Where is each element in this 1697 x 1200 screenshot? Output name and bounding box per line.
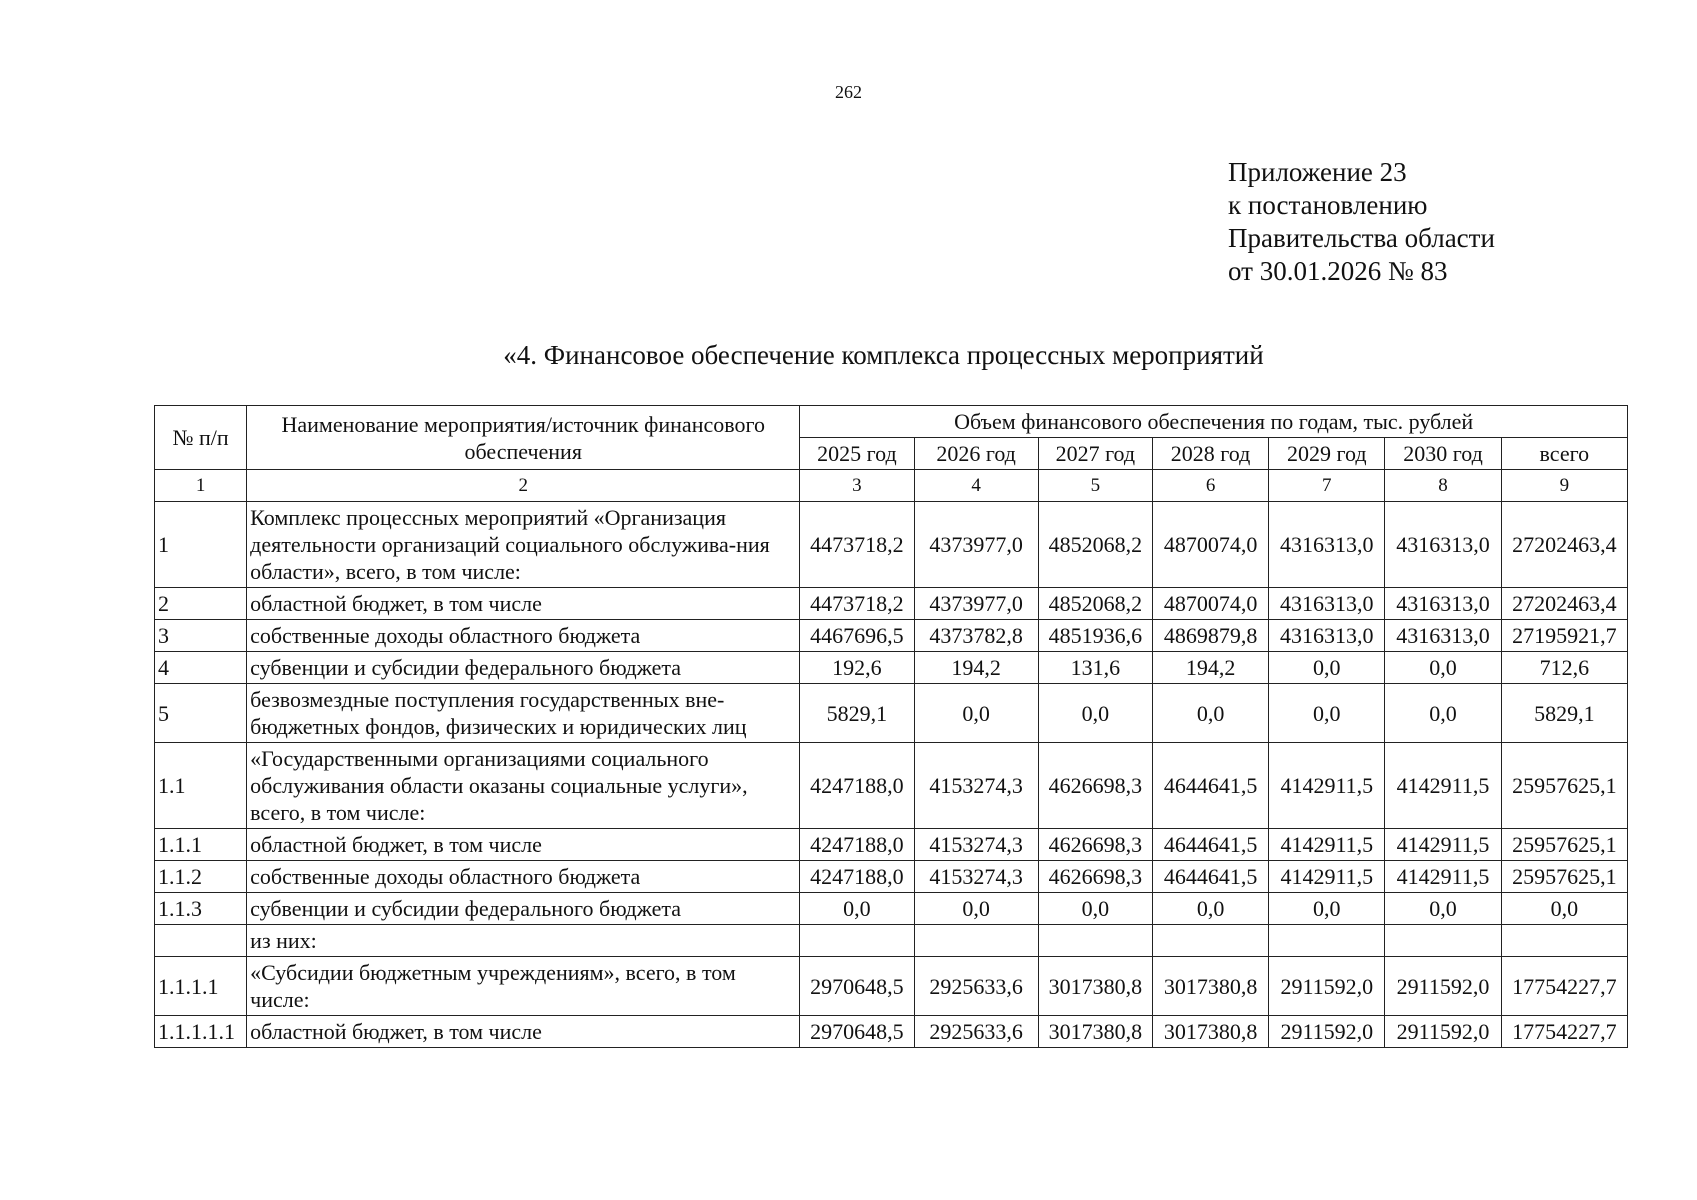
row-total-value: 25957625,1 xyxy=(1501,743,1627,829)
row-year-value: 4644641,5 xyxy=(1152,829,1268,861)
row-number: 5 xyxy=(155,684,247,743)
row-year-value: 0,0 xyxy=(1038,893,1152,925)
row-year-value: 4851936,6 xyxy=(1038,620,1152,652)
row-year-value: 4473718,2 xyxy=(800,588,914,620)
column-index-row xyxy=(155,470,1628,502)
table-row xyxy=(155,1016,1628,1048)
row-year-value: 0,0 xyxy=(1385,652,1501,684)
table-row xyxy=(155,861,1628,893)
row-year-value: 4870074,0 xyxy=(1152,588,1268,620)
row-year-value: 5829,1 xyxy=(800,684,914,743)
header-volume: Объем финансового обеспечения по годам, тыс. рублей xyxy=(800,406,1628,438)
header-year: 2025 год xyxy=(800,438,914,470)
column-index: 3 xyxy=(800,470,914,502)
column-index: 2 xyxy=(247,470,800,502)
row-year-value: 194,2 xyxy=(1152,652,1268,684)
row-year-value: 0,0 xyxy=(1152,684,1268,743)
row-year-value: 4316313,0 xyxy=(1269,620,1385,652)
row-year-value: 2911592,0 xyxy=(1385,1016,1501,1048)
column-index: 4 xyxy=(914,470,1038,502)
row-name: «Государственными организациями социального обслуживания области оказаны социальные услуги», всего, в том числе: xyxy=(247,743,800,829)
row-year-value: 4316313,0 xyxy=(1269,588,1385,620)
row-year-value: 2970648,5 xyxy=(800,1016,914,1048)
row-year-value: 3017380,8 xyxy=(1152,957,1268,1016)
row-total-value: 17754227,7 xyxy=(1501,957,1627,1016)
row-number: 1.1.1.1 xyxy=(155,957,247,1016)
row-year-value: 4142911,5 xyxy=(1385,829,1501,861)
row-name: безвозмездные поступления государственных вне-бюджетных фондов, физических и юридических лиц xyxy=(247,684,800,743)
row-name: Комплекс процессных мероприятий «Организация деятельности организаций социального обслужива-ния области», всего, в том числе: xyxy=(247,502,800,588)
row-name: субвенции и субсидии федерального бюджета xyxy=(247,893,800,925)
table-row xyxy=(155,684,1628,743)
row-year-value: 0,0 xyxy=(1385,684,1501,743)
row-year-value: 4153274,3 xyxy=(914,743,1038,829)
row-year-value xyxy=(1152,925,1268,957)
row-year-value: 4316313,0 xyxy=(1385,620,1501,652)
row-total-value: 5829,1 xyxy=(1501,684,1627,743)
row-name: «Субсидии бюджетным учреждениям», всего, в том числе: xyxy=(247,957,800,1016)
row-year-value: 0,0 xyxy=(1269,684,1385,743)
row-year-value xyxy=(1269,925,1385,957)
column-index: 7 xyxy=(1269,470,1385,502)
row-year-value: 4247188,0 xyxy=(800,829,914,861)
header-year: 2030 год xyxy=(1385,438,1501,470)
column-index: 9 xyxy=(1501,470,1627,502)
header-row-1 xyxy=(155,406,1628,438)
row-year-value xyxy=(914,925,1038,957)
row-year-value: 4247188,0 xyxy=(800,743,914,829)
row-year-value: 4142911,5 xyxy=(1269,743,1385,829)
row-year-value: 4153274,3 xyxy=(914,829,1038,861)
column-index: 1 xyxy=(155,470,247,502)
row-year-value: 2925633,6 xyxy=(914,957,1038,1016)
column-index: 5 xyxy=(1038,470,1152,502)
row-year-value: 4142911,5 xyxy=(1269,829,1385,861)
row-year-value: 4153274,3 xyxy=(914,861,1038,893)
row-number: 1.1.3 xyxy=(155,893,247,925)
table-row xyxy=(155,957,1628,1016)
row-year-value: 4473718,2 xyxy=(800,502,914,588)
row-number: 1.1.1.1.1 xyxy=(155,1016,247,1048)
row-year-value: 4852068,2 xyxy=(1038,588,1152,620)
appendix-line-4: от 30.01.2026 № 83 xyxy=(1228,256,1448,286)
column-index: 6 xyxy=(1152,470,1268,502)
row-year-value: 4247188,0 xyxy=(800,861,914,893)
row-year-value: 0,0 xyxy=(1385,893,1501,925)
row-year-value: 4316313,0 xyxy=(1385,502,1501,588)
row-number xyxy=(155,925,247,957)
row-year-value: 2925633,6 xyxy=(914,1016,1038,1048)
row-year-value: 2911592,0 xyxy=(1385,957,1501,1016)
page-number: 262 xyxy=(835,82,862,102)
row-number: 2 xyxy=(155,588,247,620)
row-year-value: 3017380,8 xyxy=(1038,957,1152,1016)
row-number: 3 xyxy=(155,620,247,652)
row-number: 1.1.1 xyxy=(155,829,247,861)
row-number: 1.1 xyxy=(155,743,247,829)
row-total-value: 712,6 xyxy=(1501,652,1627,684)
row-total-value: 27202463,4 xyxy=(1501,588,1627,620)
row-year-value: 4626698,3 xyxy=(1038,861,1152,893)
row-year-value: 4852068,2 xyxy=(1038,502,1152,588)
appendix-line-3: Правительства области xyxy=(1228,223,1495,253)
financing-table xyxy=(154,405,1628,1048)
table-row xyxy=(155,893,1628,925)
row-year-value: 4870074,0 xyxy=(1152,502,1268,588)
row-name: собственные доходы областного бюджета xyxy=(247,861,800,893)
row-year-value xyxy=(1385,925,1501,957)
table-row xyxy=(155,652,1628,684)
row-year-value xyxy=(1038,925,1152,957)
row-name: собственные доходы областного бюджета xyxy=(247,620,800,652)
row-total-value xyxy=(1501,925,1627,957)
row-name: субвенции и субсидии федерального бюджета xyxy=(247,652,800,684)
appendix-block xyxy=(1228,156,1495,288)
row-year-value: 0,0 xyxy=(1269,893,1385,925)
row-year-value: 4316313,0 xyxy=(1269,502,1385,588)
row-name: областной бюджет, в том числе xyxy=(247,588,800,620)
row-year-value: 0,0 xyxy=(1269,652,1385,684)
row-year-value: 4373977,0 xyxy=(914,502,1038,588)
row-total-value: 27202463,4 xyxy=(1501,502,1627,588)
row-year-value: 0,0 xyxy=(1152,893,1268,925)
row-total-value: 17754227,7 xyxy=(1501,1016,1627,1048)
header-year: 2028 год xyxy=(1152,438,1268,470)
table-row xyxy=(155,620,1628,652)
row-year-value: 4626698,3 xyxy=(1038,743,1152,829)
row-number: 4 xyxy=(155,652,247,684)
row-year-value: 2911592,0 xyxy=(1269,957,1385,1016)
header-year: 2027 год xyxy=(1038,438,1152,470)
row-year-value: 4142911,5 xyxy=(1385,861,1501,893)
row-year-value: 0,0 xyxy=(1038,684,1152,743)
row-name: областной бюджет, в том числе xyxy=(247,1016,800,1048)
row-year-value: 3017380,8 xyxy=(1038,1016,1152,1048)
table-row xyxy=(155,925,1628,957)
row-total-value: 25957625,1 xyxy=(1501,861,1627,893)
row-year-value: 2970648,5 xyxy=(800,957,914,1016)
column-index: 8 xyxy=(1385,470,1501,502)
table-row xyxy=(155,829,1628,861)
row-year-value: 4142911,5 xyxy=(1385,743,1501,829)
row-year-value: 0,0 xyxy=(800,893,914,925)
table-row xyxy=(155,588,1628,620)
row-year-value: 4316313,0 xyxy=(1385,588,1501,620)
row-year-value: 4467696,5 xyxy=(800,620,914,652)
header-num: № п/п xyxy=(155,406,247,470)
document-title: «4. Финансовое обеспечение комплекса процессных мероприятий xyxy=(503,340,1264,370)
appendix-line-1: Приложение 23 xyxy=(1228,157,1407,187)
table-body xyxy=(155,502,1628,1048)
row-year-value xyxy=(800,925,914,957)
row-year-value: 4869879,8 xyxy=(1152,620,1268,652)
row-year-value: 2911592,0 xyxy=(1269,1016,1385,1048)
row-year-value: 4373782,8 xyxy=(914,620,1038,652)
appendix-line-2: к постановлению xyxy=(1228,190,1428,220)
header-total: всего xyxy=(1501,438,1627,470)
row-year-value: 4142911,5 xyxy=(1269,861,1385,893)
header-name: Наименование мероприятия/источник финансового обеспечения xyxy=(247,406,800,470)
row-year-value: 194,2 xyxy=(914,652,1038,684)
row-year-value: 4644641,5 xyxy=(1152,861,1268,893)
row-number: 1.1.2 xyxy=(155,861,247,893)
row-name: из них: xyxy=(247,925,800,957)
row-year-value: 4373977,0 xyxy=(914,588,1038,620)
row-number: 1 xyxy=(155,502,247,588)
row-total-value: 0,0 xyxy=(1501,893,1627,925)
row-year-value: 3017380,8 xyxy=(1152,1016,1268,1048)
header-year: 2029 год xyxy=(1269,438,1385,470)
row-year-value: 192,6 xyxy=(800,652,914,684)
row-year-value: 4626698,3 xyxy=(1038,829,1152,861)
row-year-value: 131,6 xyxy=(1038,652,1152,684)
row-year-value: 0,0 xyxy=(914,893,1038,925)
table-row xyxy=(155,502,1628,588)
row-name: областной бюджет, в том числе xyxy=(247,829,800,861)
row-total-value: 25957625,1 xyxy=(1501,829,1627,861)
header-year: 2026 год xyxy=(914,438,1038,470)
row-year-value: 4644641,5 xyxy=(1152,743,1268,829)
row-total-value: 27195921,7 xyxy=(1501,620,1627,652)
table-row xyxy=(155,743,1628,829)
row-year-value: 0,0 xyxy=(914,684,1038,743)
